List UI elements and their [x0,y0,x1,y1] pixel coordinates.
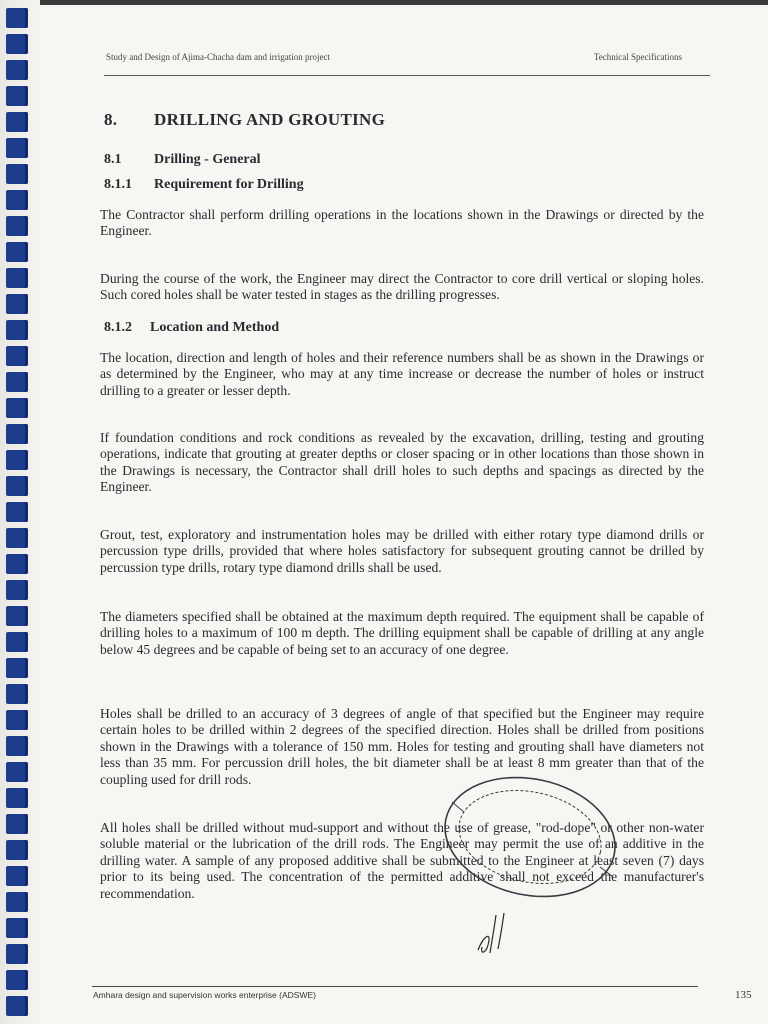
binding-hole [6,788,28,808]
binding-hole [6,606,28,626]
binding-hole [6,892,28,912]
binding-hole [6,190,28,210]
footer-organization: Amhara design and supervision works enterprise (ADSWE) [93,990,316,1000]
binding-hole [6,294,28,314]
binding-hole [6,814,28,834]
binding-hole [6,242,28,262]
spiral-binding [0,0,40,1024]
binding-hole [6,762,28,782]
chapter-title: DRILLING AND GROUTING [154,110,386,129]
page-number: 135 [735,989,752,1001]
section-title: Drilling - General [154,152,261,167]
section-heading [104,152,261,168]
binding-hole [6,346,28,366]
binding-hole [6,476,28,496]
header-project-title: Study and Design of Ajima-Chacha dam and irrigation project [106,52,330,62]
binding-hole [6,658,28,678]
binding-hole [6,736,28,756]
paragraph: During the course of the work, the Engineer may direct the Contractor to core drill vertical or sloping holes. Such cored holes shall be water tested in stages as the drilling progresses. [100,270,704,303]
paragraph: The Contractor shall perform drilling operations in the locations shown in the Drawings or directed by the Engineer. [100,206,704,239]
binding-hole [6,684,28,704]
binding-hole [6,450,28,470]
subsection-number: 8.1.2 [104,320,132,335]
binding-hole [6,138,28,158]
binding-hole [6,268,28,288]
subsection-title: Requirement for Drilling [154,177,304,192]
header-section-name: Technical Specifications [593,52,682,62]
binding-hole [6,398,28,418]
binding-hole [6,424,28,444]
binding-hole [6,8,28,28]
official-stamp [440,772,620,902]
binding-hole [6,970,28,990]
section-number: 8.1 [104,152,122,167]
binding-hole [6,320,28,340]
chapter-number: 8. [104,110,118,129]
binding-hole [6,944,28,964]
binding-hole [6,86,28,106]
binding-hole [6,918,28,938]
binding-hole [6,996,28,1016]
binding-hole [6,840,28,860]
binding-hole [6,112,28,132]
subsection-heading-location [104,320,279,336]
subsection-heading-requirement [104,177,304,193]
binding-hole [6,34,28,54]
paragraph: The diameters specified shall be obtained at the maximum depth required. The equipment shall be capable of drilling holes to a maximum of 100 m depth. The drilling equipment shall be capable of drilling at any angle below 45 degrees and be capable of being set to an accuracy of one degree. [100,608,704,657]
paragraph: Grout, test, exploratory and instrumentation holes may be drilled with either rotary type diamond drills or percussion type drills, provided that where holes satisfactory for subsequent grouting cannot be drilled by percussion type drills, rotary type diamond drills shall be used. [100,526,704,575]
footer-rule [92,986,698,987]
paragraph: The location, direction and length of holes and their reference numbers shall be as shown in the Drawings or as determined by the Engineer, who may at any time increase or decrease the number of holes or instruct drilling to a greater or lesser depth. [100,349,704,398]
subsection-number: 8.1.1 [104,177,132,192]
binding-hole [6,710,28,730]
binding-hole [6,164,28,184]
binding-hole [6,632,28,652]
binding-hole [6,554,28,574]
binding-hole [6,60,28,80]
chapter-heading [104,110,385,130]
binding-hole [6,528,28,548]
header-rule [104,75,710,76]
paragraph: If foundation conditions and rock conditions as revealed by the excavation, drilling, testing and grouting operations, indicate that grouting at greater depths or closer spacing or in other locations than those shown in the Drawings is necessary, the Contractor shall drill holes to such depths and spacings as directed by the Engineer. [100,429,704,495]
binding-hole [6,372,28,392]
binding-hole [6,216,28,236]
handwritten-signature [470,905,530,960]
paragraph: All holes shall be drilled without mud-support and without the use of grease, "rod-dope" or other non-water soluble material or the lubrication of the drill rods. The Engineer may permit the use of an additive in the drilling water. A sample of any proposed additive shall be submitted to the Engineer at least seven (7) days prior to its being used. The concentration of the permitted additive shall not exceed the manufacturer's recommendation. [100,819,704,901]
paragraph: Holes shall be drilled to an accuracy of 3 degrees of angle of that specified but the Engineer may require certain holes to be drilled within 2 degrees of the specified direction. Holes shall be drilled from positions shown in the Drawings with a tolerance of 150 mm. Holes for testing and grouting shall have diameters not less than 35 mm. For percussion drill holes, the bit diameter shall be at least 8 mm greater than that of the coupling used for drill rods. [100,705,704,787]
page-top-edge [0,0,768,5]
binding-hole [6,502,28,522]
binding-hole [6,866,28,886]
subsection-title: Location and Method [150,320,280,335]
binding-hole [6,580,28,600]
